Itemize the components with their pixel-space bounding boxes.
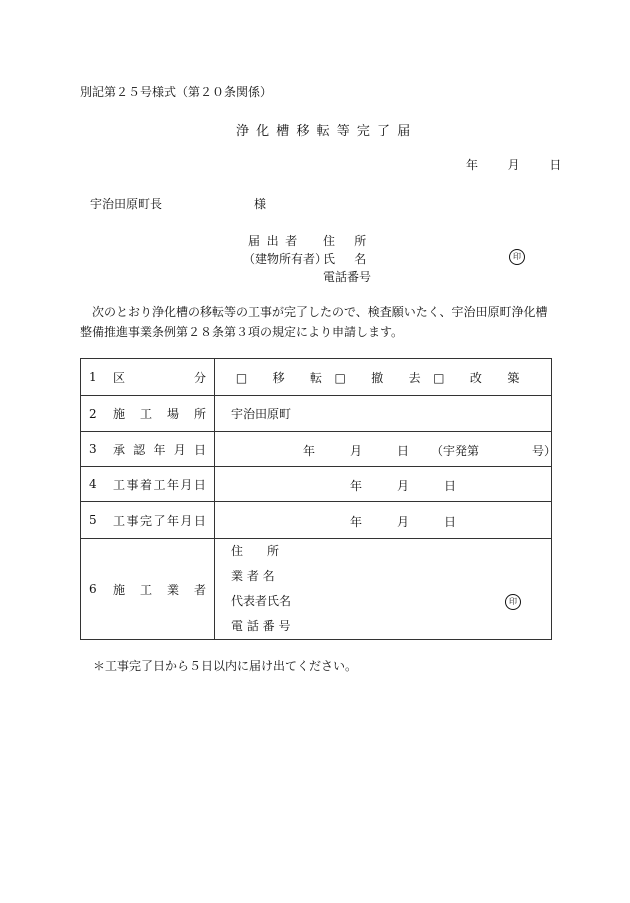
contractor-address-label: 住 所 xyxy=(231,544,280,558)
approval-number-suffix: 号） xyxy=(532,444,557,458)
applicant-phone-label: 電話番号 xyxy=(323,270,372,284)
start-month-label: 月 xyxy=(397,479,410,493)
completion-date-label-cell xyxy=(81,502,215,539)
table-row xyxy=(81,502,552,539)
site-value-cell[interactable] xyxy=(215,396,552,432)
form-reference: 別記第２５号様式（第２０条関係） xyxy=(80,85,273,99)
approval-date-label: 承 認 年 月 日 xyxy=(113,442,206,457)
contractor-company-label: 業 者 名 xyxy=(231,569,275,583)
row-number: 1 xyxy=(89,370,97,384)
approval-year-label: 年 xyxy=(303,444,316,458)
category-label: 区 分 xyxy=(113,370,206,385)
contractor-representative-label: 代表者氏名 xyxy=(231,594,292,608)
table-row xyxy=(81,432,552,467)
document-title: 浄化槽移転等完了届 xyxy=(236,124,418,139)
site-label: 施 工 場 所 xyxy=(113,407,206,421)
row-number: 2 xyxy=(89,406,97,421)
contractor-label-cell xyxy=(81,539,215,640)
addressee-honorific: 様 xyxy=(254,197,267,211)
completion-month-label: 月 xyxy=(397,515,410,529)
contractor-phone-label: 電 話 番 号 xyxy=(231,619,291,633)
category-label-cell xyxy=(81,359,215,396)
start-date-cell[interactable] xyxy=(215,467,552,502)
option-relocation-checkbox[interactable]: □ 移 転 xyxy=(235,370,333,385)
applicant-address-label: 住 所 xyxy=(323,234,370,248)
table-row xyxy=(81,539,552,640)
row-number: 4 xyxy=(89,477,97,491)
submission-date xyxy=(466,156,561,173)
row-number: 5 xyxy=(89,513,97,527)
addressee-name: 宇治田原町長 xyxy=(90,197,163,211)
request-paragraph: 次のとおり浄化槽の移転等の工事が完了したので、検査願いたく、宇治田原町浄化槽整備推進事業条例第２８条第３項の規定により申請します。 xyxy=(80,305,548,339)
category-options-cell xyxy=(215,359,552,396)
site-label-cell xyxy=(81,396,215,432)
table-row xyxy=(81,467,552,502)
completion-form-table xyxy=(80,358,557,640)
option-reconstruction-checkbox[interactable]: □ 改 築 xyxy=(433,370,531,385)
footnote: ＊工事完了日から５日以内に届け出てください。 xyxy=(93,659,358,673)
date-month-label: 月 xyxy=(507,158,520,172)
contractor-details-cell[interactable] xyxy=(215,539,552,640)
applicant-role: 届出者 xyxy=(248,234,304,248)
start-date-label: 工 事 着 工 年 月 日 xyxy=(113,477,206,492)
completion-year-label: 年 xyxy=(350,515,363,529)
completion-day-label: 日 xyxy=(444,515,457,529)
approval-day-label: 日 xyxy=(397,444,410,458)
table-row xyxy=(81,396,552,432)
start-date-label-cell xyxy=(81,467,215,502)
date-year-label: 年 xyxy=(466,158,479,172)
completion-date-label: 工 事 完 了 年 月 日 xyxy=(113,513,206,528)
date-day-label: 日 xyxy=(549,158,562,172)
applicant-role-note: （建物所有者） xyxy=(243,252,328,266)
option-removal-checkbox[interactable]: □ 撤 去 xyxy=(334,370,432,385)
start-year-label: 年 xyxy=(350,479,363,493)
contractor-seal-icon: 印 xyxy=(505,594,521,610)
start-day-label: 日 xyxy=(444,479,457,493)
approval-date-cell[interactable] xyxy=(215,432,557,467)
approval-month-label: 月 xyxy=(350,444,363,458)
row-number: 6 xyxy=(89,582,97,596)
contractor-label: 施 工 業 者 xyxy=(113,582,206,597)
applicant-name-label: 氏 名 xyxy=(323,252,370,266)
applicant-seal-icon: 印 xyxy=(509,249,525,265)
contractor-representative-row xyxy=(231,589,543,614)
completion-date-cell[interactable] xyxy=(215,502,552,539)
table-row xyxy=(81,359,552,396)
row-number: 3 xyxy=(89,442,97,456)
approval-date-label-cell xyxy=(81,432,215,467)
site-value: 宇治田原町 xyxy=(231,407,292,421)
approval-number-prefix: （宇発第 xyxy=(431,444,480,458)
